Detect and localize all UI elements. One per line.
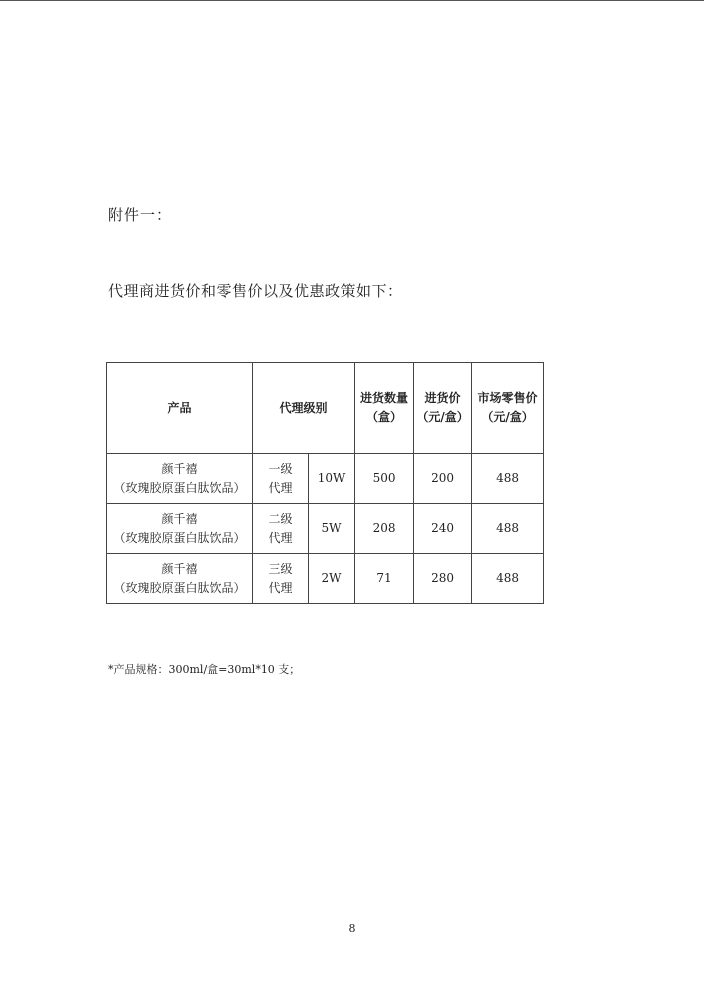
agent-level-cell — [253, 504, 309, 554]
purchase-price-cell: 200 — [414, 454, 472, 504]
agent-level-line1: 三级 — [268, 561, 293, 576]
product-desc: （玫瑰胶原蛋白肽饮品） — [113, 480, 246, 495]
threshold-cell: 2W — [309, 554, 355, 604]
header-purchase-price — [414, 363, 472, 454]
agent-level-line2: 代理 — [268, 580, 293, 595]
header-purchase-qty-line2: （盒） — [366, 410, 403, 424]
quantity-cell: 71 — [355, 554, 414, 604]
product-name: 颜千禧 — [161, 511, 198, 526]
product-spec-note: *产品规格：300ml/盒=30ml*10 支； — [108, 663, 301, 676]
purchase-price-cell: 240 — [414, 504, 472, 554]
retail-price-cell: 488 — [472, 454, 544, 504]
retail-price-cell: 488 — [472, 504, 544, 554]
pricing-table — [106, 362, 544, 604]
header-purchase-qty — [355, 363, 414, 454]
quantity-cell: 500 — [355, 454, 414, 504]
header-retail-price-line1: 市场零售价 — [477, 391, 538, 405]
agent-level-cell — [253, 454, 309, 504]
header-purchase-price-line1: 进货价 — [424, 391, 461, 405]
product-desc: （玫瑰胶原蛋白肽饮品） — [113, 530, 246, 545]
header-retail-price-line2: （元/盒） — [481, 410, 534, 424]
quantity-cell: 208 — [355, 504, 414, 554]
product-cell — [107, 504, 253, 554]
product-desc: （玫瑰胶原蛋白肽饮品） — [113, 580, 246, 595]
threshold-cell: 10W — [309, 454, 355, 504]
header-purchase-qty-line1: 进货数量 — [360, 391, 409, 405]
attachment-title: 附件一： — [108, 206, 173, 224]
header-purchase-price-line2: （元/盒） — [416, 410, 469, 424]
product-cell — [107, 454, 253, 504]
retail-price-cell: 488 — [472, 554, 544, 604]
purchase-price-cell: 280 — [414, 554, 472, 604]
agent-level-line1: 一级 — [268, 461, 293, 476]
header-product: 产品 — [107, 363, 253, 454]
top-border-line — [0, 0, 704, 1]
product-name: 颜千禧 — [161, 461, 198, 476]
table-row — [107, 454, 544, 504]
agent-level-cell — [253, 554, 309, 604]
table-row — [107, 504, 544, 554]
product-cell — [107, 554, 253, 604]
header-agent-level: 代理级别 — [253, 363, 355, 454]
threshold-cell: 5W — [309, 504, 355, 554]
agent-level-line2: 代理 — [268, 480, 293, 495]
table-header-row — [107, 363, 544, 454]
agent-level-line2: 代理 — [268, 530, 293, 545]
intro-text: 代理商进货价和零售价以及优惠政策如下： — [108, 282, 403, 300]
table-row — [107, 554, 544, 604]
product-name: 颜千禧 — [161, 561, 198, 576]
header-retail-price — [472, 363, 544, 454]
agent-level-line1: 二级 — [268, 511, 293, 526]
page-number: 8 — [348, 922, 356, 935]
